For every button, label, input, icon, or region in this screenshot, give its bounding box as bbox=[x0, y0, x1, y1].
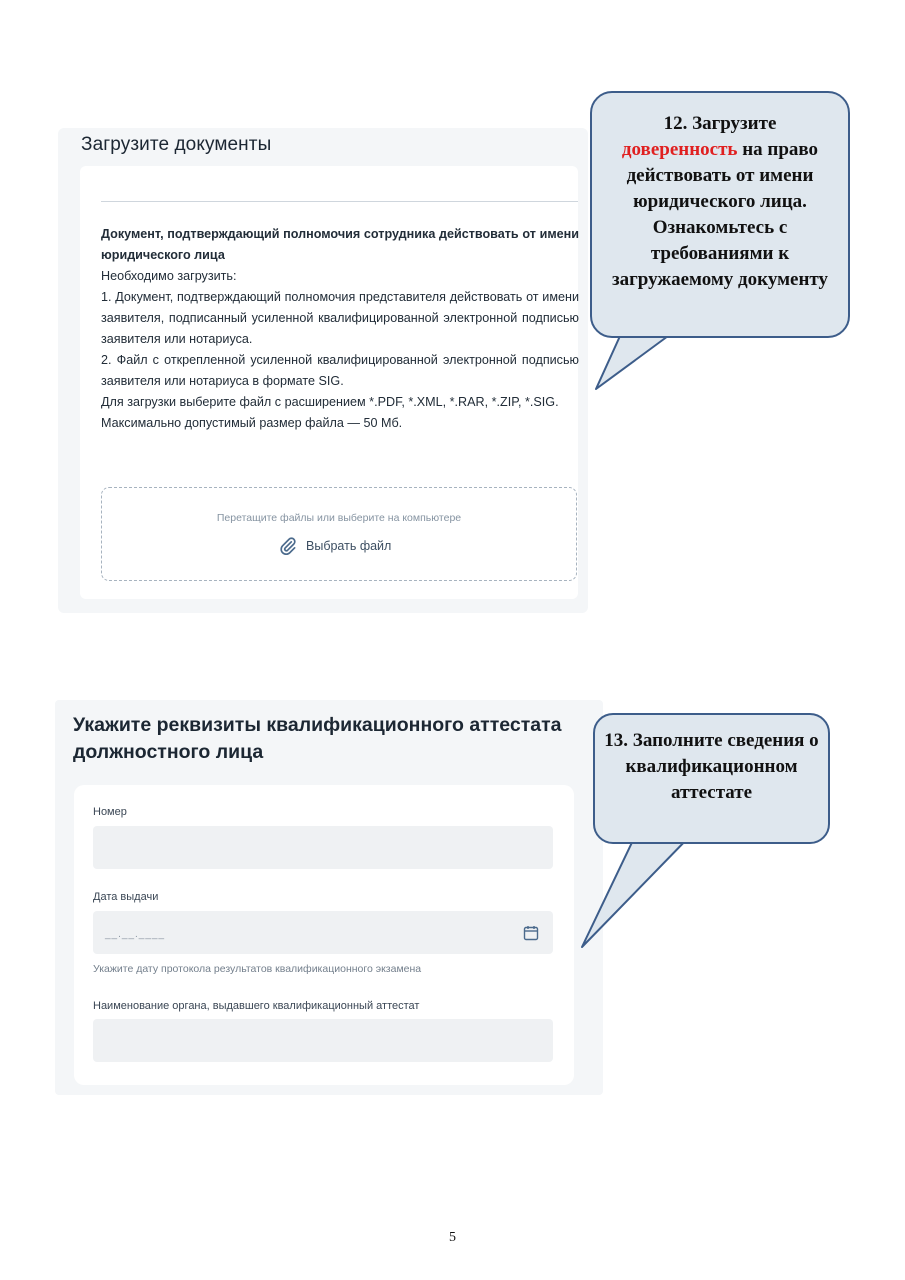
callout-13-text: 13. Заполните сведения о квалификационном аттестате bbox=[604, 730, 819, 803]
requirement-line: 1. Документ, подтверждающий полномочия представителя действовать от имени заявителя, подписанный усиленной квалифицированной электронной подписью заявителя или нотариуса. bbox=[101, 290, 579, 346]
certificate-section-title: Укажите реквизиты квалификационного аттестата должностного лица bbox=[73, 714, 562, 763]
requirement-line: Необходимо загрузить: bbox=[101, 269, 237, 283]
issue-date-label: Дата выдачи bbox=[93, 891, 159, 903]
date-placeholder: __.__.____ bbox=[105, 929, 166, 940]
callout-12-highlight: доверенность bbox=[621, 139, 738, 160]
requirement-line: 2. Файл с открепленной усиленной квалифицированной электронной подписью заявителя или нотариуса в формате SIG. bbox=[101, 353, 579, 388]
file-dropzone[interactable] bbox=[101, 487, 577, 581]
document-requirements bbox=[101, 224, 579, 434]
page-number: 5 bbox=[449, 1230, 456, 1245]
choose-file-button[interactable] bbox=[278, 536, 391, 556]
divider bbox=[101, 201, 578, 202]
issuer-label: Наименование органа, выдавшего квалификационный аттестат bbox=[93, 1000, 420, 1012]
calendar-icon[interactable] bbox=[523, 925, 539, 941]
dropzone-hint: Перетащите файлы или выберите на компьютере bbox=[216, 512, 462, 524]
issue-date-hint: Укажите дату протокола результатов квалификационного экзамена bbox=[93, 963, 422, 975]
requirement-line: Максимально допустимый размер файла — 50 Мб. bbox=[101, 416, 403, 430]
issuer-input[interactable] bbox=[93, 1019, 553, 1062]
paperclip-icon bbox=[278, 536, 298, 556]
number-input[interactable] bbox=[93, 826, 553, 869]
callout-13 bbox=[593, 713, 830, 844]
number-label: Номер bbox=[93, 806, 127, 818]
callout-12 bbox=[590, 91, 850, 338]
issue-date-input[interactable] bbox=[93, 911, 553, 954]
callout-12-rest: на право действовать от имени юридического лица. Ознакомьтесь с требованиями к загружаемому документу bbox=[611, 139, 828, 290]
upload-section-title: Загрузите документы bbox=[81, 134, 272, 155]
requirement-line: Для загрузки выберите файл с расширением *.PDF, *.XML, *.RAR, *.ZIP, *.SIG. bbox=[101, 395, 559, 409]
choose-file-label: Выбрать файл bbox=[306, 539, 392, 553]
document-title: Документ, подтверждающий полномочия сотрудника действовать от имени юридического лица bbox=[101, 227, 579, 262]
callout-12-step: 12. Загрузите bbox=[663, 113, 777, 134]
